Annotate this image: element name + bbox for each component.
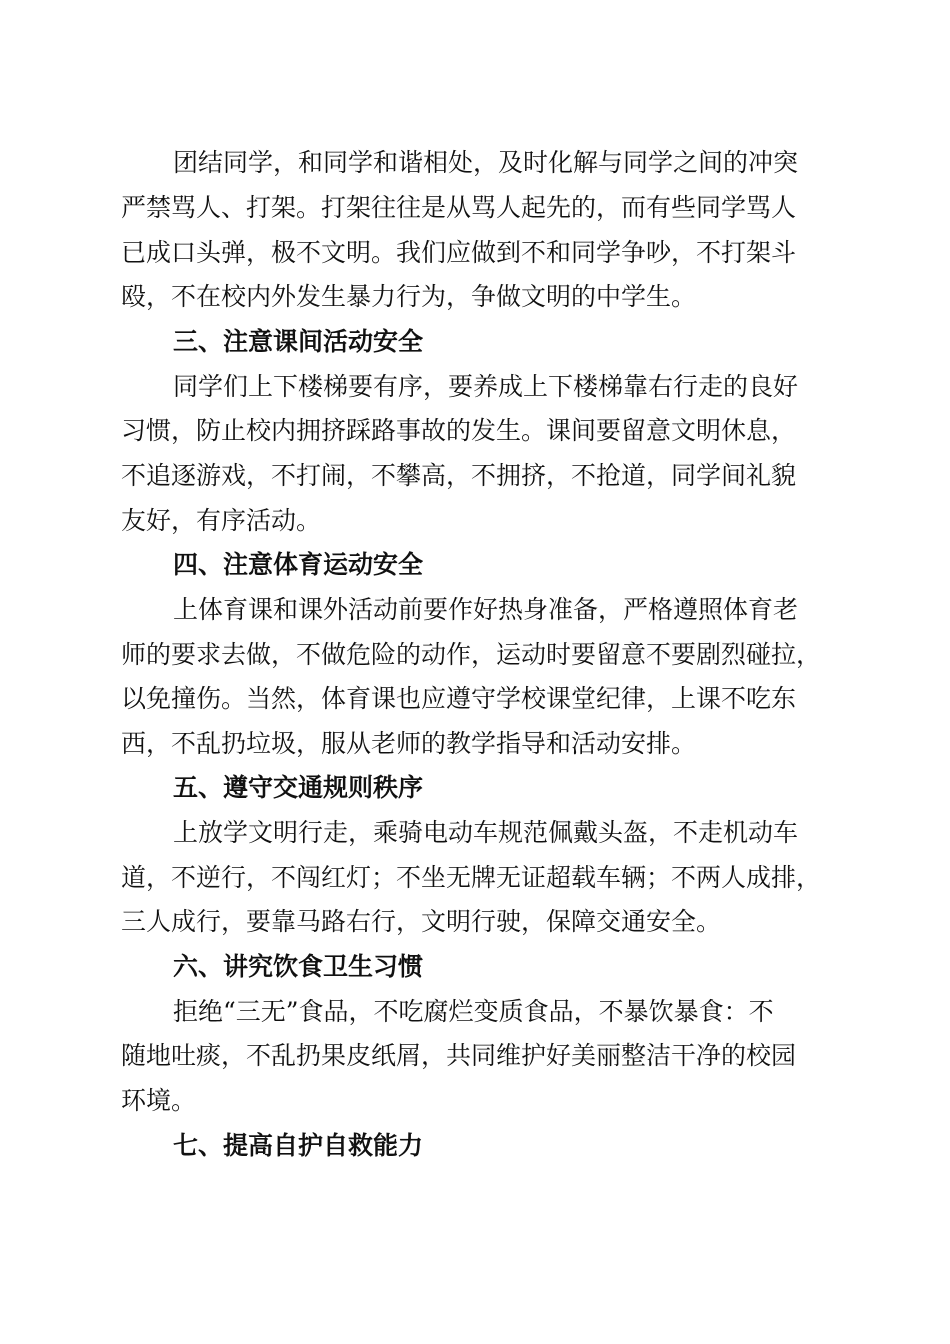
body-line — [0, 501, 950, 541]
body-text: 拒绝“三无”食品，不吃腐烂变质食品，不暴饮暴食：不 — [173, 997, 774, 1026]
body-text: 殴，不在校内外发生暴力行为，争做文明的中学生。 — [121, 282, 697, 311]
section-heading — [0, 322, 950, 362]
section-heading-text: 五、遵守交通规则秩序 — [173, 773, 424, 802]
body-text: 三人成行，要靠马路右行，文明行驶，保障交通安全。 — [121, 907, 722, 936]
body-line — [0, 411, 950, 451]
body-line — [0, 1081, 950, 1121]
body-text: 严禁骂人、打架。打架往往是从骂人起先的，而有些同学骂人 — [121, 193, 797, 222]
body-line — [0, 635, 950, 675]
body-text: 随地吐痰，不乱扔果皮纸屑，共同维护好美丽整洁干净的校园 — [121, 1041, 797, 1070]
body-line — [0, 813, 950, 853]
section-heading-text: 六、讲究饮食卫生习惯 — [173, 952, 424, 981]
body-text: 习惯，防止校内拥挤踩路事故的发生。课间要留意文明休息， — [121, 416, 797, 445]
body-line — [0, 1036, 950, 1076]
body-line — [0, 188, 950, 228]
body-text: 友好，有序活动。 — [121, 506, 322, 535]
body-line — [0, 590, 950, 630]
body-line — [0, 858, 950, 898]
body-line — [0, 902, 950, 942]
body-line — [0, 992, 950, 1032]
body-line — [0, 367, 950, 407]
section-heading-text: 七、提高自护自救能力 — [173, 1131, 424, 1160]
body-line — [0, 456, 950, 496]
body-line — [0, 277, 950, 317]
body-text: 上体育课和课外活动前要作好热身准备，严格遵照体育老 — [173, 595, 799, 624]
body-text: 师的要求去做，不做危险的动作，运动时要留意不要剧烈碰拉， — [121, 640, 822, 669]
body-text: 环境。 — [121, 1086, 197, 1115]
body-text: 上放学文明行走，乘骑电动车规范佩戴头盔，不走机动车 — [173, 818, 799, 847]
body-text: 以免撞伤。当然，体育课也应遵守学校课堂纪律，上课不吃东 — [121, 684, 797, 713]
body-text: 同学们上下楼梯要有序，要养成上下楼梯靠右行走的良好 — [173, 372, 799, 401]
section-heading — [0, 947, 950, 987]
body-line — [0, 143, 950, 183]
section-heading — [0, 545, 950, 585]
section-heading — [0, 768, 950, 808]
body-text: 已成口头弹，极不文明。我们应做到不和同学争吵，不打架斗 — [121, 238, 797, 267]
body-text: 西，不乱扔垃圾，服从老师的教学指导和活动安排。 — [121, 729, 697, 758]
body-text: 不追逐游戏，不打闹，不攀高，不拥挤，不抢道，同学间礼貌 — [121, 461, 797, 490]
body-line — [0, 233, 950, 273]
section-heading-text: 三、注意课间活动安全 — [173, 327, 424, 356]
body-line — [0, 679, 950, 719]
body-text: 团结同学，和同学和谐相处，及时化解与同学之间的冲突 — [173, 148, 799, 177]
body-text: 道，不逆行，不闯红灯；不坐无牌无证超载车辆；不两人成排， — [121, 863, 822, 892]
body-line — [0, 724, 950, 764]
section-heading — [0, 1126, 950, 1166]
section-heading-text: 四、注意体育运动安全 — [173, 550, 424, 579]
